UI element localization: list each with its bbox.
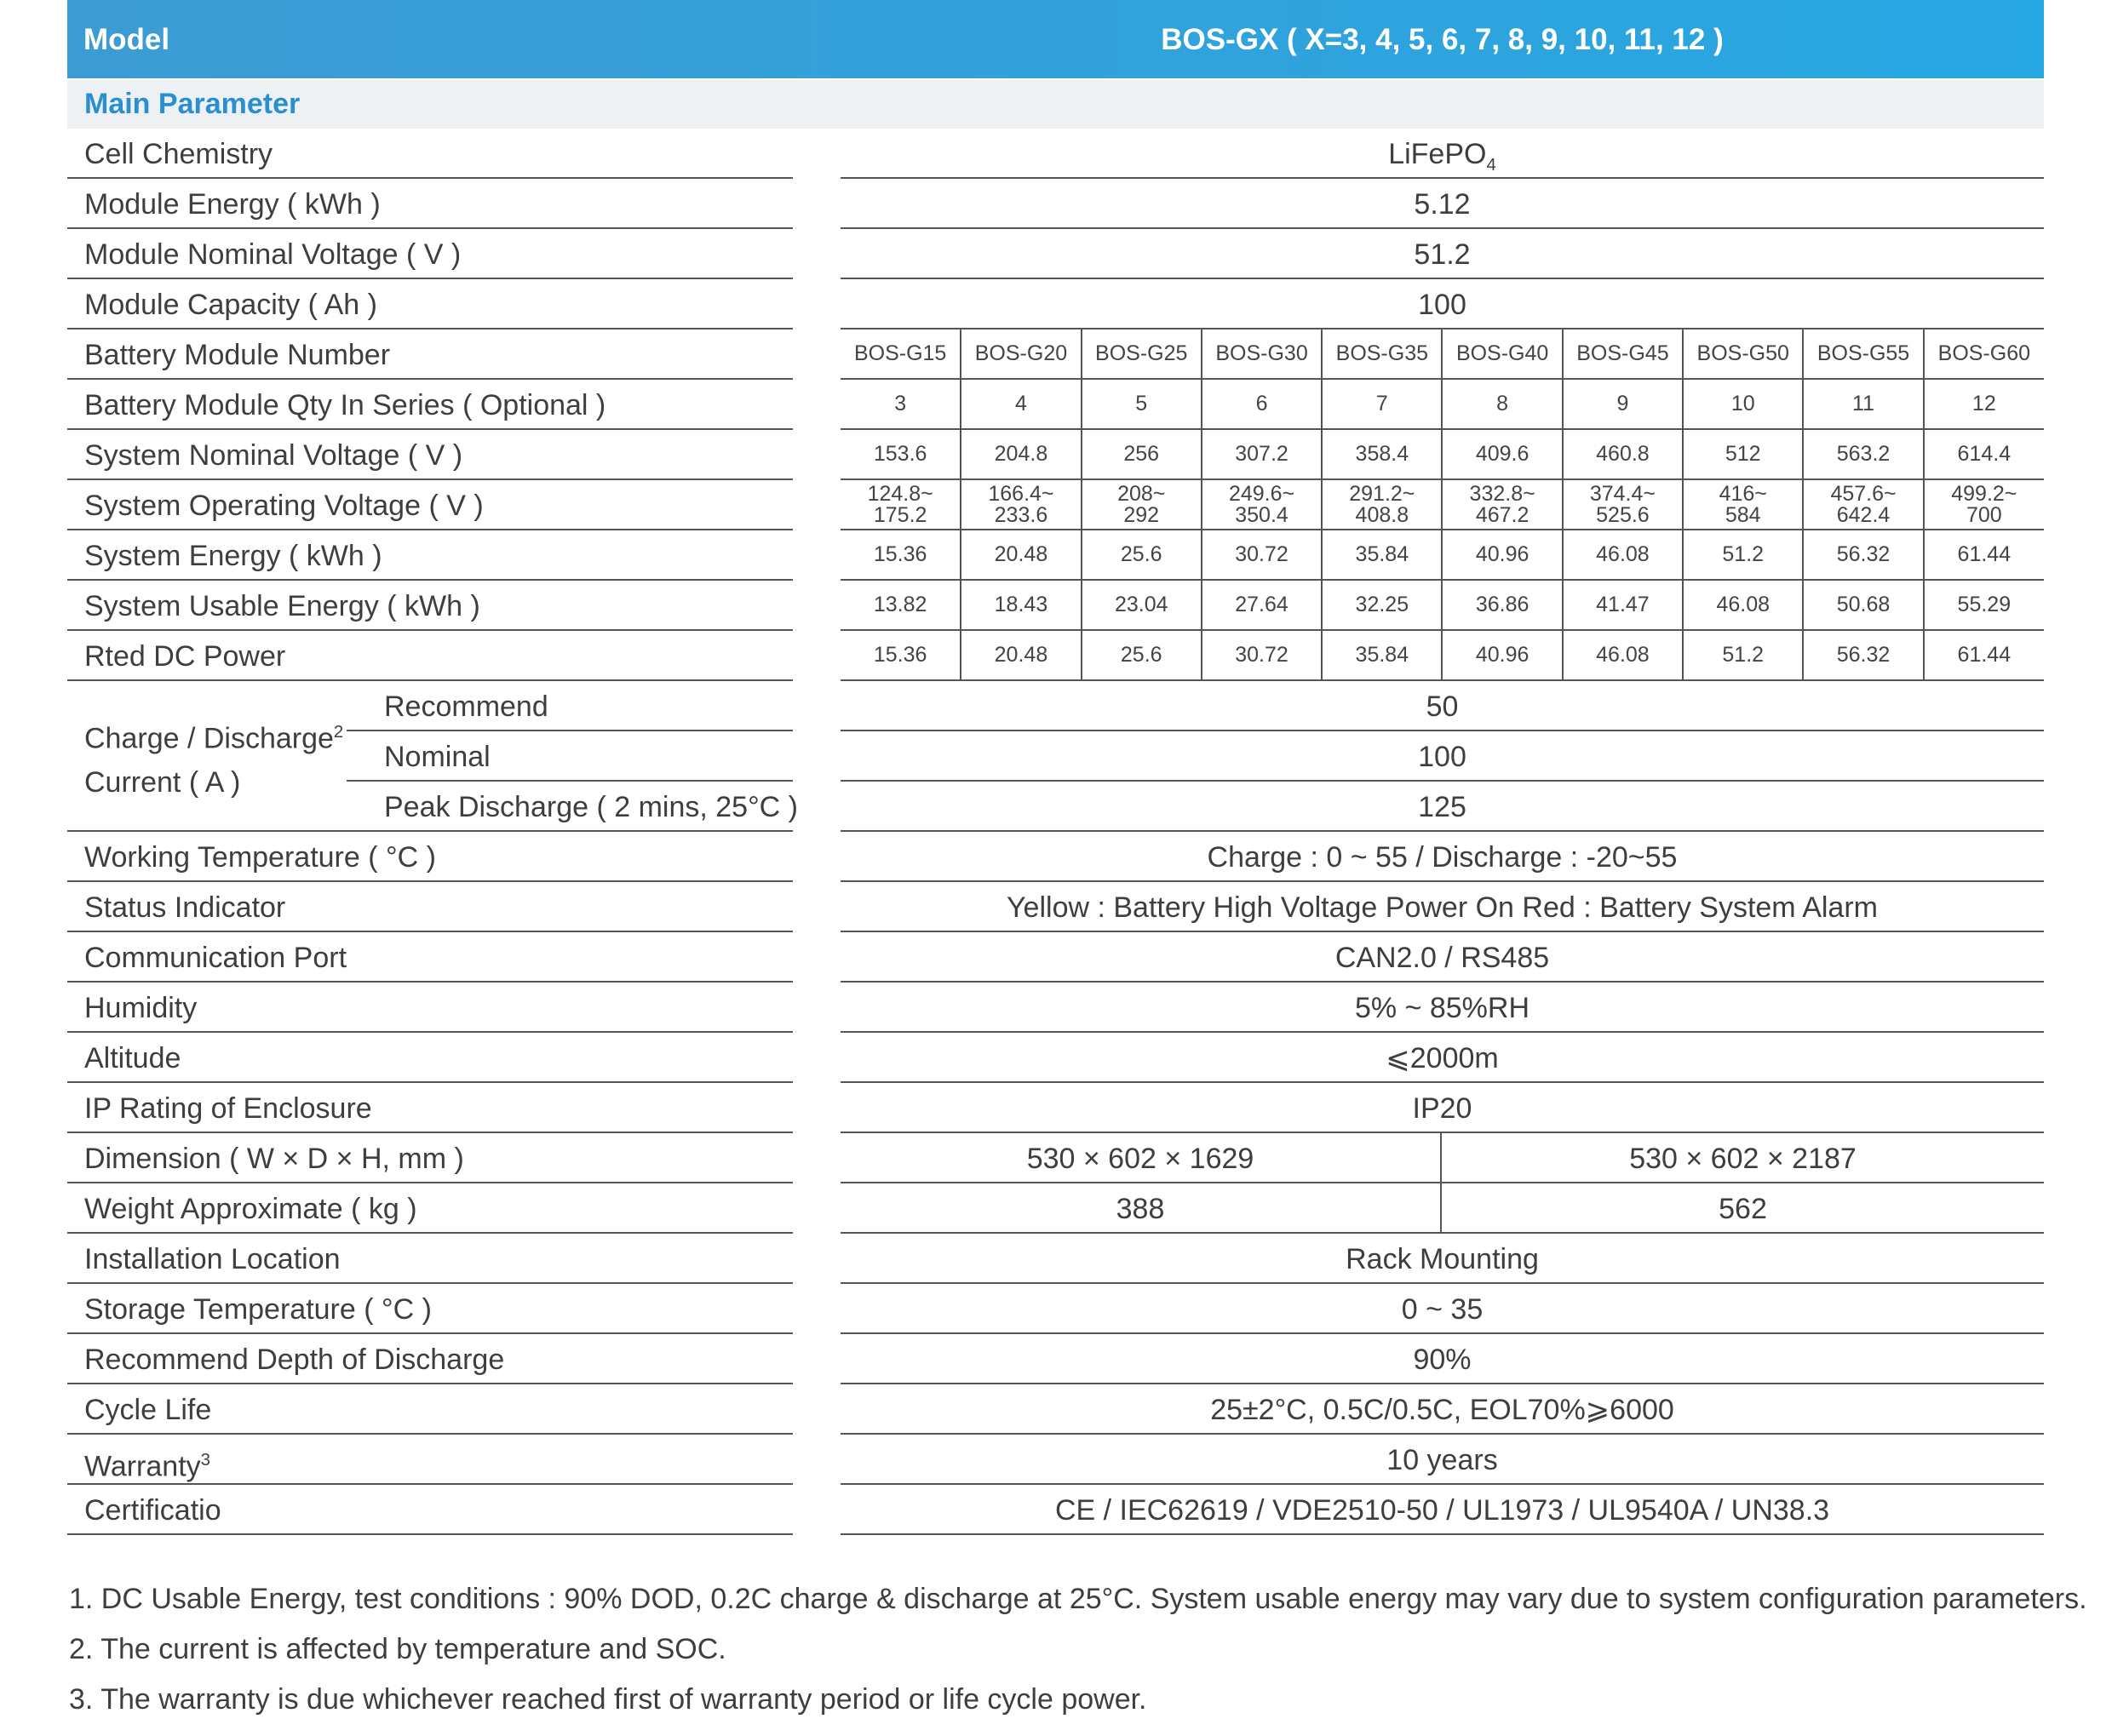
- grid-cell-dc-power: 25.6: [1082, 630, 1202, 680]
- grid-cell-system-energy: 40.96: [1442, 530, 1562, 580]
- row-value-cell-chemistry: [841, 129, 2044, 179]
- row-value-altitude: ⩽2000m: [841, 1033, 2044, 1083]
- grid-row-operating-voltage: [841, 479, 2044, 530]
- grid-cell-qty-series: 5: [1082, 379, 1202, 429]
- footnote-2: 2. The current is affected by temperature and SOC.: [69, 1633, 726, 1665]
- grid-cell-qty-series: 10: [1683, 379, 1803, 429]
- sub-label-nominal: Nominal: [347, 731, 793, 782]
- grid-cell-usable-energy: 27.64: [1202, 580, 1322, 630]
- warranty-label-text: Warranty: [84, 1450, 201, 1483]
- row-label-humidity: Humidity: [67, 983, 793, 1033]
- operating-voltage-low: 208~: [1117, 481, 1166, 506]
- grid-cell-model-number: BOS-G50: [1683, 329, 1803, 379]
- grid-cell-model-number: BOS-G55: [1803, 329, 1923, 379]
- sub-value-peak: 125: [841, 782, 2044, 832]
- table-header: [67, 0, 2044, 78]
- operating-voltage-high: 525.6: [1596, 502, 1650, 527]
- grid-row-model-number: [841, 329, 2044, 379]
- current-label-line1: [84, 707, 343, 764]
- grid-cell-operating-voltage: [961, 479, 1081, 530]
- grid-cell-usable-energy: 23.04: [1082, 580, 1202, 630]
- operating-voltage-low: 332.8~: [1469, 481, 1535, 506]
- operating-voltage-high: 292: [1123, 502, 1160, 527]
- grid-cell-operating-voltage: [1322, 479, 1442, 530]
- row-value-certification: CE / IEC62619 / VDE2510-50 / UL1973 / UL9540A / UN38.3: [841, 1485, 2044, 1535]
- weight-left: 388: [841, 1183, 1442, 1234]
- grid-cell-qty-series: 4: [961, 379, 1081, 429]
- row-label-module-energy: Module Energy ( kWh ): [67, 179, 793, 229]
- grid-cell-usable-energy: 13.82: [841, 580, 961, 630]
- row-label-weight: Weight Approximate ( kg ): [67, 1183, 793, 1234]
- grid-row-usable-energy: [841, 580, 2044, 630]
- footnote-3: 3. The warranty is due whichever reached first of warranty period or life cycle power.: [69, 1683, 1147, 1716]
- operating-voltage-high: 642.4: [1836, 502, 1891, 527]
- grid-cell-system-energy: 20.48: [961, 530, 1081, 580]
- row-value-depth-discharge: 90%: [841, 1334, 2044, 1384]
- operating-voltage-low: 416~: [1719, 481, 1767, 506]
- series-label: BOS-GX ( X=3, 4, 5, 6, 7, 8, 9, 10, 11, 12 ): [1161, 23, 1724, 56]
- grid-cell-nominal-voltage: 153.6: [841, 429, 961, 479]
- grid-cell-nominal-voltage: 256: [1082, 429, 1202, 479]
- grid-cell-model-number: BOS-G60: [1924, 329, 2044, 379]
- grid-cell-dc-power: 30.72: [1202, 630, 1322, 680]
- row-label-dc-power: Rted DC Power: [67, 631, 793, 681]
- row-label-nominal-voltage: System Nominal Voltage ( V ): [67, 430, 793, 480]
- grid-row-dc-power: [841, 630, 2044, 680]
- grid-cell-model-number: BOS-G15: [841, 329, 961, 379]
- grid-cell-operating-voltage: [1683, 479, 1803, 530]
- grid-cell-nominal-voltage: 307.2: [1202, 429, 1322, 479]
- grid-cell-system-energy: 25.6: [1082, 530, 1202, 580]
- grid-cell-dc-power: 56.32: [1803, 630, 1923, 680]
- row-label-qty-series: Battery Module Qty In Series ( Optional ): [67, 380, 793, 430]
- weight-right: 562: [1442, 1183, 2044, 1234]
- row-label-cycle-life: Cycle Life: [67, 1384, 793, 1435]
- row-label-storage-temp: Storage Temperature ( °C ): [67, 1284, 793, 1334]
- current-label-text: Charge / Discharge: [84, 722, 334, 755]
- row-label-warranty: [67, 1435, 793, 1485]
- warranty-footnote: 3: [200, 1451, 210, 1470]
- grid-cell-system-energy: 61.44: [1924, 530, 2044, 580]
- dimension-left: 530 × 602 × 1629: [841, 1133, 1442, 1183]
- section-title: Main Parameter: [84, 88, 301, 120]
- grid-cell-system-energy: 56.32: [1803, 530, 1923, 580]
- row-label-altitude: Altitude: [67, 1033, 793, 1083]
- section-header: [67, 80, 2044, 129]
- grid-cell-system-energy: 30.72: [1202, 530, 1322, 580]
- grid-cell-nominal-voltage: 512: [1683, 429, 1803, 479]
- grid-cell-operating-voltage: [841, 479, 961, 530]
- sub-label-peak: Peak Discharge ( 2 mins, 25°C ): [347, 782, 793, 832]
- grid-cell-operating-voltage: [1202, 479, 1322, 530]
- grid-cell-qty-series: 7: [1322, 379, 1442, 429]
- operating-voltage-low: 457.6~: [1830, 481, 1897, 506]
- grid-cell-operating-voltage: [1082, 479, 1202, 530]
- cell-chemistry-subscript: 4: [1486, 155, 1496, 175]
- grid-cell-nominal-voltage: 358.4: [1322, 429, 1442, 479]
- grid-cell-nominal-voltage: 460.8: [1563, 429, 1683, 479]
- grid-cell-usable-energy: 50.68: [1803, 580, 1923, 630]
- row-value-status-indicator: Yellow : Battery High Voltage Power On Red : Battery System Alarm: [841, 882, 2044, 932]
- grid-cell-model-number: BOS-G20: [961, 329, 1081, 379]
- grid-cell-model-number: BOS-G35: [1322, 329, 1442, 379]
- grid-cell-model-number: BOS-G45: [1563, 329, 1683, 379]
- row-value-comm-port: CAN2.0 / RS485: [841, 932, 2044, 983]
- row-value-working-temp: Charge : 0 ~ 55 / Discharge : -20~55: [841, 832, 2044, 882]
- grid-cell-system-energy: 35.84: [1322, 530, 1442, 580]
- grid-cell-system-energy: 46.08: [1563, 530, 1683, 580]
- grid-cell-dc-power: 20.48: [961, 630, 1081, 680]
- row-label-cell-chemistry: Cell Chemistry: [67, 129, 793, 179]
- grid-cell-qty-series: 3: [841, 379, 961, 429]
- grid-cell-dc-power: 40.96: [1442, 630, 1562, 680]
- operating-voltage-high: 233.6: [994, 502, 1048, 527]
- grid-cell-nominal-voltage: 204.8: [961, 429, 1081, 479]
- operating-voltage-high: 350.4: [1235, 502, 1288, 527]
- row-label-working-temp: Working Temperature ( °C ): [67, 832, 793, 882]
- operating-voltage-high: 175.2: [873, 502, 927, 527]
- grid-cell-dc-power: 51.2: [1683, 630, 1803, 680]
- grid-cell-operating-voltage: [1803, 479, 1923, 530]
- sub-value-nominal: 100: [841, 731, 2044, 782]
- row-label-module-voltage: Module Nominal Voltage ( V ): [67, 229, 793, 279]
- grid-cell-usable-energy: 32.25: [1322, 580, 1442, 630]
- cell-chemistry-value: LiFePO: [1388, 138, 1487, 170]
- grid-cell-qty-series: 6: [1202, 379, 1322, 429]
- operating-voltage-high: 584: [1725, 502, 1761, 527]
- sub-label-recommend: Recommend: [347, 681, 793, 731]
- grid-cell-operating-voltage: [1563, 479, 1683, 530]
- row-label-system-energy: System Energy ( kWh ): [67, 530, 793, 581]
- operating-voltage-low: 166.4~: [988, 481, 1054, 506]
- row-label-comm-port: Communication Port: [67, 932, 793, 983]
- row-value-warranty: 10 years: [841, 1435, 2044, 1485]
- grid-cell-qty-series: 11: [1803, 379, 1923, 429]
- operating-voltage-high: 700: [1966, 502, 2002, 527]
- grid-cell-system-energy: 15.36: [841, 530, 961, 580]
- grid-cell-usable-energy: 55.29: [1924, 580, 2044, 630]
- row-value-module-energy: 5.12: [841, 179, 2044, 229]
- grid-cell-model-number: BOS-G30: [1202, 329, 1322, 379]
- grid-cell-dc-power: 61.44: [1924, 630, 2044, 680]
- current-label-line2: Current ( A ): [84, 766, 241, 799]
- grid-cell-qty-series: 8: [1442, 379, 1562, 429]
- grid-cell-operating-voltage: [1442, 479, 1562, 530]
- model-label: Model: [83, 23, 170, 56]
- grid-cell-model-number: BOS-G40: [1442, 329, 1562, 379]
- grid-row-qty-series: [841, 379, 2044, 429]
- operating-voltage-low: 291.2~: [1349, 481, 1415, 506]
- operating-voltage-low: 124.8~: [867, 481, 933, 506]
- row-value-cycle-life: 25±2°C, 0.5C/0.5C, EOL70%⩾6000: [841, 1384, 2044, 1435]
- operating-voltage-low: 374.4~: [1589, 481, 1656, 506]
- row-value-ip-rating: IP20: [841, 1083, 2044, 1133]
- grid-cell-usable-energy: 46.08: [1683, 580, 1803, 630]
- grid-cell-nominal-voltage: 409.6: [1442, 429, 1562, 479]
- row-value-installation: Rack Mounting: [841, 1234, 2044, 1284]
- grid-cell-dc-power: 46.08: [1563, 630, 1683, 680]
- current-label-footnote: 2: [333, 723, 344, 742]
- operating-voltage-low: 249.6~: [1228, 481, 1295, 506]
- row-value-humidity: 5% ~ 85%RH: [841, 983, 2044, 1033]
- grid-cell-qty-series: 9: [1563, 379, 1683, 429]
- row-label-operating-voltage: System Operating Voltage ( V ): [67, 480, 793, 530]
- grid-cell-nominal-voltage: 563.2: [1803, 429, 1923, 479]
- row-label-depth-discharge: Recommend Depth of Discharge: [67, 1334, 793, 1384]
- row-label-module-capacity: Module Capacity ( Ah ): [67, 279, 793, 329]
- grid-cell-usable-energy: 36.86: [1442, 580, 1562, 630]
- footnote-1: 1. DC Usable Energy, test conditions : 90% DOD, 0.2C charge & discharge at 25°C. System usable energy may vary due to system configuration parameters.: [69, 1583, 2087, 1615]
- sub-value-recommend: 50: [841, 681, 2044, 731]
- row-label-status-indicator: Status Indicator: [67, 882, 793, 932]
- grid-cell-usable-energy: 18.43: [961, 580, 1081, 630]
- grid-cell-dc-power: 35.84: [1322, 630, 1442, 680]
- model-grid: [841, 328, 2044, 681]
- grid-cell-model-number: BOS-G25: [1082, 329, 1202, 379]
- grid-cell-dc-power: 15.36: [841, 630, 961, 680]
- grid-cell-usable-energy: 41.47: [1563, 580, 1683, 630]
- dimension-right: 530 × 602 × 2187: [1442, 1133, 2044, 1183]
- operating-voltage-high: 408.8: [1355, 502, 1409, 527]
- operating-voltage-low: 499.2~: [1951, 481, 2017, 506]
- grid-cell-nominal-voltage: 614.4: [1924, 429, 2044, 479]
- row-label-dimension: Dimension ( W × D × H, mm ): [67, 1133, 793, 1183]
- row-label-certification: Certificatio: [67, 1485, 793, 1535]
- grid-row-nominal-voltage: [841, 429, 2044, 479]
- row-value-module-voltage: 51.2: [841, 229, 2044, 279]
- row-label-usable-energy: System Usable Energy ( kWh ): [67, 581, 793, 631]
- grid-cell-operating-voltage: [1924, 479, 2044, 530]
- grid-cell-qty-series: 12: [1924, 379, 2044, 429]
- grid-row-system-energy: [841, 530, 2044, 580]
- row-label-ip-rating: IP Rating of Enclosure: [67, 1083, 793, 1133]
- row-value-module-capacity: 100: [841, 279, 2044, 329]
- row-label-installation: Installation Location: [67, 1234, 793, 1284]
- row-value-storage-temp: 0 ~ 35: [841, 1284, 2044, 1334]
- current-label-block: [67, 681, 347, 832]
- row-label-module-number: Battery Module Number: [67, 329, 793, 380]
- grid-cell-system-energy: 51.2: [1683, 530, 1803, 580]
- operating-voltage-high: 467.2: [1475, 502, 1529, 527]
